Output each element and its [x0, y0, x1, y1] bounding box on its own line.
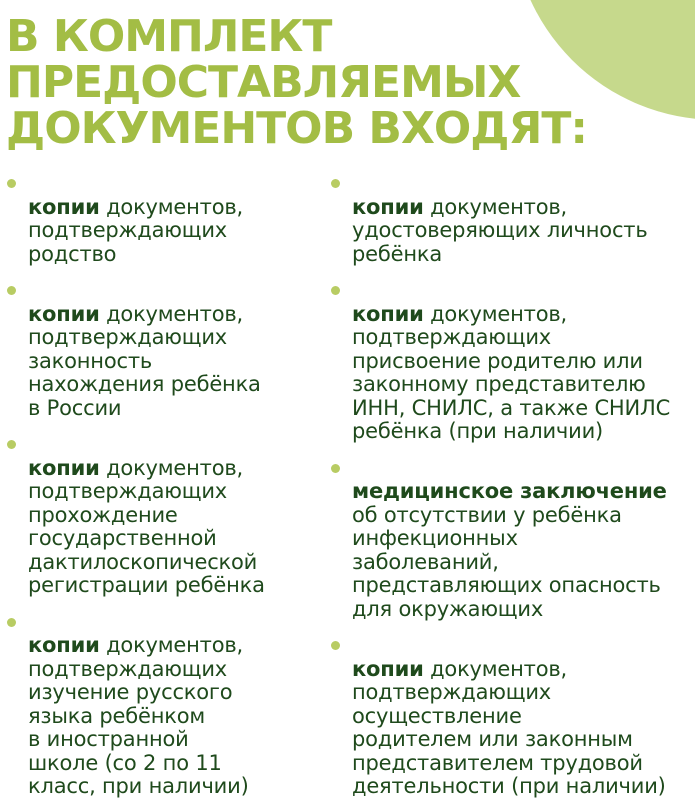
bullet-icon — [7, 440, 16, 449]
bullet-icon — [7, 286, 16, 295]
title-line-3: ДОКУМЕНТОВ ВХОДЯТ: — [6, 103, 587, 154]
list-item-medical-report — [330, 457, 692, 622]
item-lead: копии — [352, 656, 424, 681]
item-lead: медицинское заключение — [352, 479, 667, 503]
list-item-kinship — [6, 172, 306, 266]
item-lead: копии — [352, 301, 424, 326]
title-line-2: ПРЕДОСТАВЛЯЕМЫХ — [6, 57, 521, 108]
item-text: документов, подтверждающих присвоение родителю или законному представителю ИНН, СНИЛС, а также СНИЛС ребёнка (при наличии) — [352, 301, 671, 443]
list-item-employment — [330, 634, 692, 799]
right-column-list — [330, 172, 692, 812]
item-lead: копии — [28, 194, 100, 219]
bullet-icon — [331, 464, 340, 473]
item-lead: копии — [28, 633, 100, 657]
item-text: документов, подтверждающих осуществление родителем или законным представителем трудовой деятельности (при наличии) — [352, 656, 666, 798]
list-item-identity — [330, 172, 692, 266]
bullet-icon — [7, 618, 16, 627]
bullet-icon — [331, 286, 340, 295]
title-line-1: В КОМПЛЕКТ — [6, 11, 332, 62]
list-item-fingerprint-registration — [6, 433, 306, 598]
list-item-inn-snils — [330, 279, 692, 444]
left-column-list — [6, 172, 306, 812]
item-text: документов, подтверждающих родство — [28, 194, 244, 266]
item-lead: копии — [352, 194, 424, 219]
bullet-icon — [331, 179, 340, 188]
bullet-icon — [331, 641, 340, 650]
list-item-russian-study — [6, 611, 306, 799]
item-lead: копии — [28, 455, 100, 480]
list-item-legal-stay — [6, 279, 306, 420]
item-text: документов, удостоверяющих личность ребёнка — [352, 194, 648, 266]
item-text: документов, подтверждающих прохождение государственной дактилоскопической регистрации ребёнка — [28, 455, 265, 597]
item-text: документов, подтверждающих законность нахождения ребёнка в России — [28, 301, 261, 420]
bullet-icon — [7, 179, 16, 188]
item-lead: копии — [28, 301, 100, 326]
item-text: об отсутствии у ребёнка инфекционных заболеваний, представляющих опасность для окружающих — [352, 502, 661, 621]
page-title — [6, 11, 587, 154]
item-text: документов, подтверждающих изучение русского языка ребёнком в иностранной школе (со 2 по 11 класс, при наличии) — [28, 633, 249, 798]
